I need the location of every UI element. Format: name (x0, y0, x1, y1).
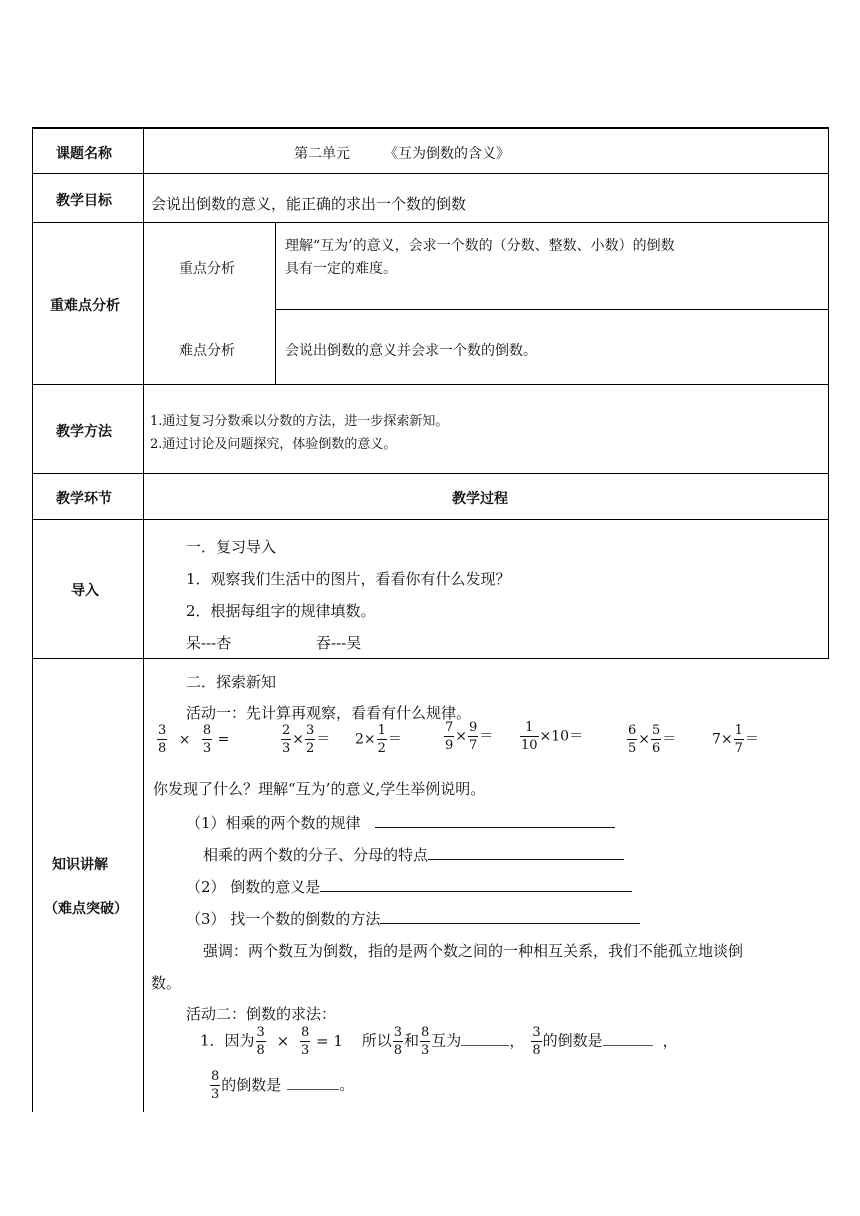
label-step: 教学环节 (56, 491, 112, 507)
row-divider (32, 519, 829, 520)
label-goal: 教学目标 (56, 193, 112, 209)
key-point-label: 重点分析 (179, 261, 235, 277)
explore-heading: 二．探索新知 (186, 673, 277, 691)
intro-pair-1: 呆---杏 (186, 634, 232, 652)
fraction: $\frac{7}{9}$ (445, 720, 454, 753)
row-divider (275, 309, 829, 310)
prompt-2: （2） 倒数的意义是 (186, 876, 632, 897)
difficult-point-label: 难点分析 (179, 343, 235, 359)
course-unit: 第二单元 (294, 146, 350, 162)
table-left-border (32, 127, 33, 1112)
fraction: $\frac{3}{8}$ (532, 1025, 541, 1058)
label-course-name: 课题名称 (56, 146, 112, 162)
activity-2-line-2: $\frac{8}{3}$ 的倒数是 。 (211, 1069, 355, 1102)
difficult-point-text: 会说出倒数的意义并会求一个数的倒数。 (285, 343, 537, 359)
fraction: $\frac{8}{3}$ (211, 1069, 220, 1102)
answer-blank[interactable] (320, 879, 632, 892)
expression-2: $\frac{2}{3}$ × $\frac{3}{2}$ ＝ (282, 723, 331, 756)
fraction: $\frac{5}{6}$ (652, 723, 661, 756)
row-divider (32, 384, 829, 385)
expression-7: 7× $\frac{1}{7}$ ＝ (712, 723, 759, 756)
activity-1: 活动一：先计算再观察，看看有什么规律。 (186, 704, 472, 722)
label-intro: 导入 (71, 583, 99, 599)
answer-blank[interactable] (287, 1077, 339, 1090)
fraction: $\frac{2}{3}$ (282, 723, 291, 756)
fraction: $\frac{8}{3}$ (300, 1025, 310, 1058)
expression-4: $\frac{7}{9}$ × $\frac{9}{7}$ ＝ (445, 720, 494, 753)
label-knowledge-sub: （难点突破） (44, 901, 128, 917)
key-point-line1: 理解“互为’的意义，会求一个数的（分数、整数、小数）的倒数 (285, 238, 675, 254)
row-divider (32, 222, 829, 223)
intro-heading: 一．复习导入 (186, 538, 277, 556)
fraction: $\frac{8}{3}$ (202, 723, 212, 756)
found-text: 你发现了什么？理解“互为’的意义,学生举例说明。 (153, 780, 486, 798)
fraction: $\frac{9}{7}$ (469, 720, 478, 753)
fraction: $\frac{1}{2}$ (377, 723, 386, 756)
intro-pair-2: 吞---吴 (316, 634, 362, 652)
fraction: $\frac{1}{10}$ (521, 720, 538, 753)
answer-blank[interactable] (461, 1033, 509, 1046)
emphasis-line-2: 数。 (151, 974, 182, 992)
label-knowledge: 知识讲解 (52, 857, 108, 873)
row-divider (32, 173, 829, 174)
row-divider (32, 658, 829, 659)
fraction: $\frac{3}{8}$ (393, 1025, 402, 1058)
fraction: $\frac{8}{3}$ (421, 1025, 430, 1058)
prompt-3: （3） 找一个数的倒数的方法 (186, 908, 640, 929)
answer-blank[interactable] (375, 815, 615, 828)
expression-6: $\frac{6}{5}$ × $\frac{5}{6}$ ＝ (628, 723, 677, 756)
method-item: 1.通过复习分数乘以分数的方法，进一步探索新知。 (150, 414, 449, 429)
course-title: 《互为倒数的含义》 (384, 146, 510, 162)
fraction: $\frac{3}{8}$ (256, 1025, 265, 1058)
emphasis-line-1: 强调：两个数互为倒数，指的是两个数之间的一种相互关系，我们不能孤立地谈倒 (203, 942, 744, 960)
fraction: $\frac{3}{8}$ (158, 723, 167, 756)
prompt-1: （1）相乘的两个数的规律 (186, 812, 615, 833)
label-method: 教学方法 (56, 424, 112, 440)
prompt-1b: 相乘的两个数的分子、分母的特点 (203, 844, 624, 865)
fraction: $\frac{6}{5}$ (628, 723, 637, 756)
fraction: $\frac{1}{7}$ (734, 723, 743, 756)
expression-3: 2× $\frac{1}{2}$ ＝ (355, 723, 402, 756)
intro-q2: 2．根据每组字的规律填数。 (186, 602, 376, 620)
expression-5: $\frac{1}{10}$ ×10＝ (521, 720, 584, 753)
fraction: $\frac{3}{2}$ (306, 723, 315, 756)
process-header: 教学过程 (452, 491, 508, 507)
activity-2-line: 1．因为 $\frac{3}{8}$ × $\frac{8}{3}$ = 1 所以 $\frac{3}{8}$ 和 $\frac{8}{3}$ 互为 ， $\frac{3}{8}$ 的倒数是 ， (200, 1025, 678, 1058)
table-top-border (32, 127, 829, 129)
goal-text: 会说出倒数的意义，能正确的求出一个数的倒数 (151, 195, 467, 213)
row-divider (32, 473, 829, 474)
column-divider (275, 222, 276, 384)
key-point-line2: 具有一定的难度。 (285, 261, 397, 277)
expression-1: $\frac{3}{8}$ × $\frac{8}{3}$ = (158, 723, 230, 756)
answer-blank[interactable] (603, 1033, 653, 1046)
column-divider (143, 127, 144, 1112)
answer-blank[interactable] (380, 911, 640, 924)
activity-2: 活动二：倒数的求法： (186, 1005, 337, 1023)
label-key-analysis: 重难点分析 (50, 298, 120, 314)
intro-q1: 1．观察我们生活中的图片，看看你有什么发现？ (186, 570, 511, 588)
method-item: 2.通过讨论及问题探究，体验倒数的意义。 (150, 437, 397, 452)
table-right-border (828, 127, 829, 659)
answer-blank[interactable] (428, 847, 624, 860)
